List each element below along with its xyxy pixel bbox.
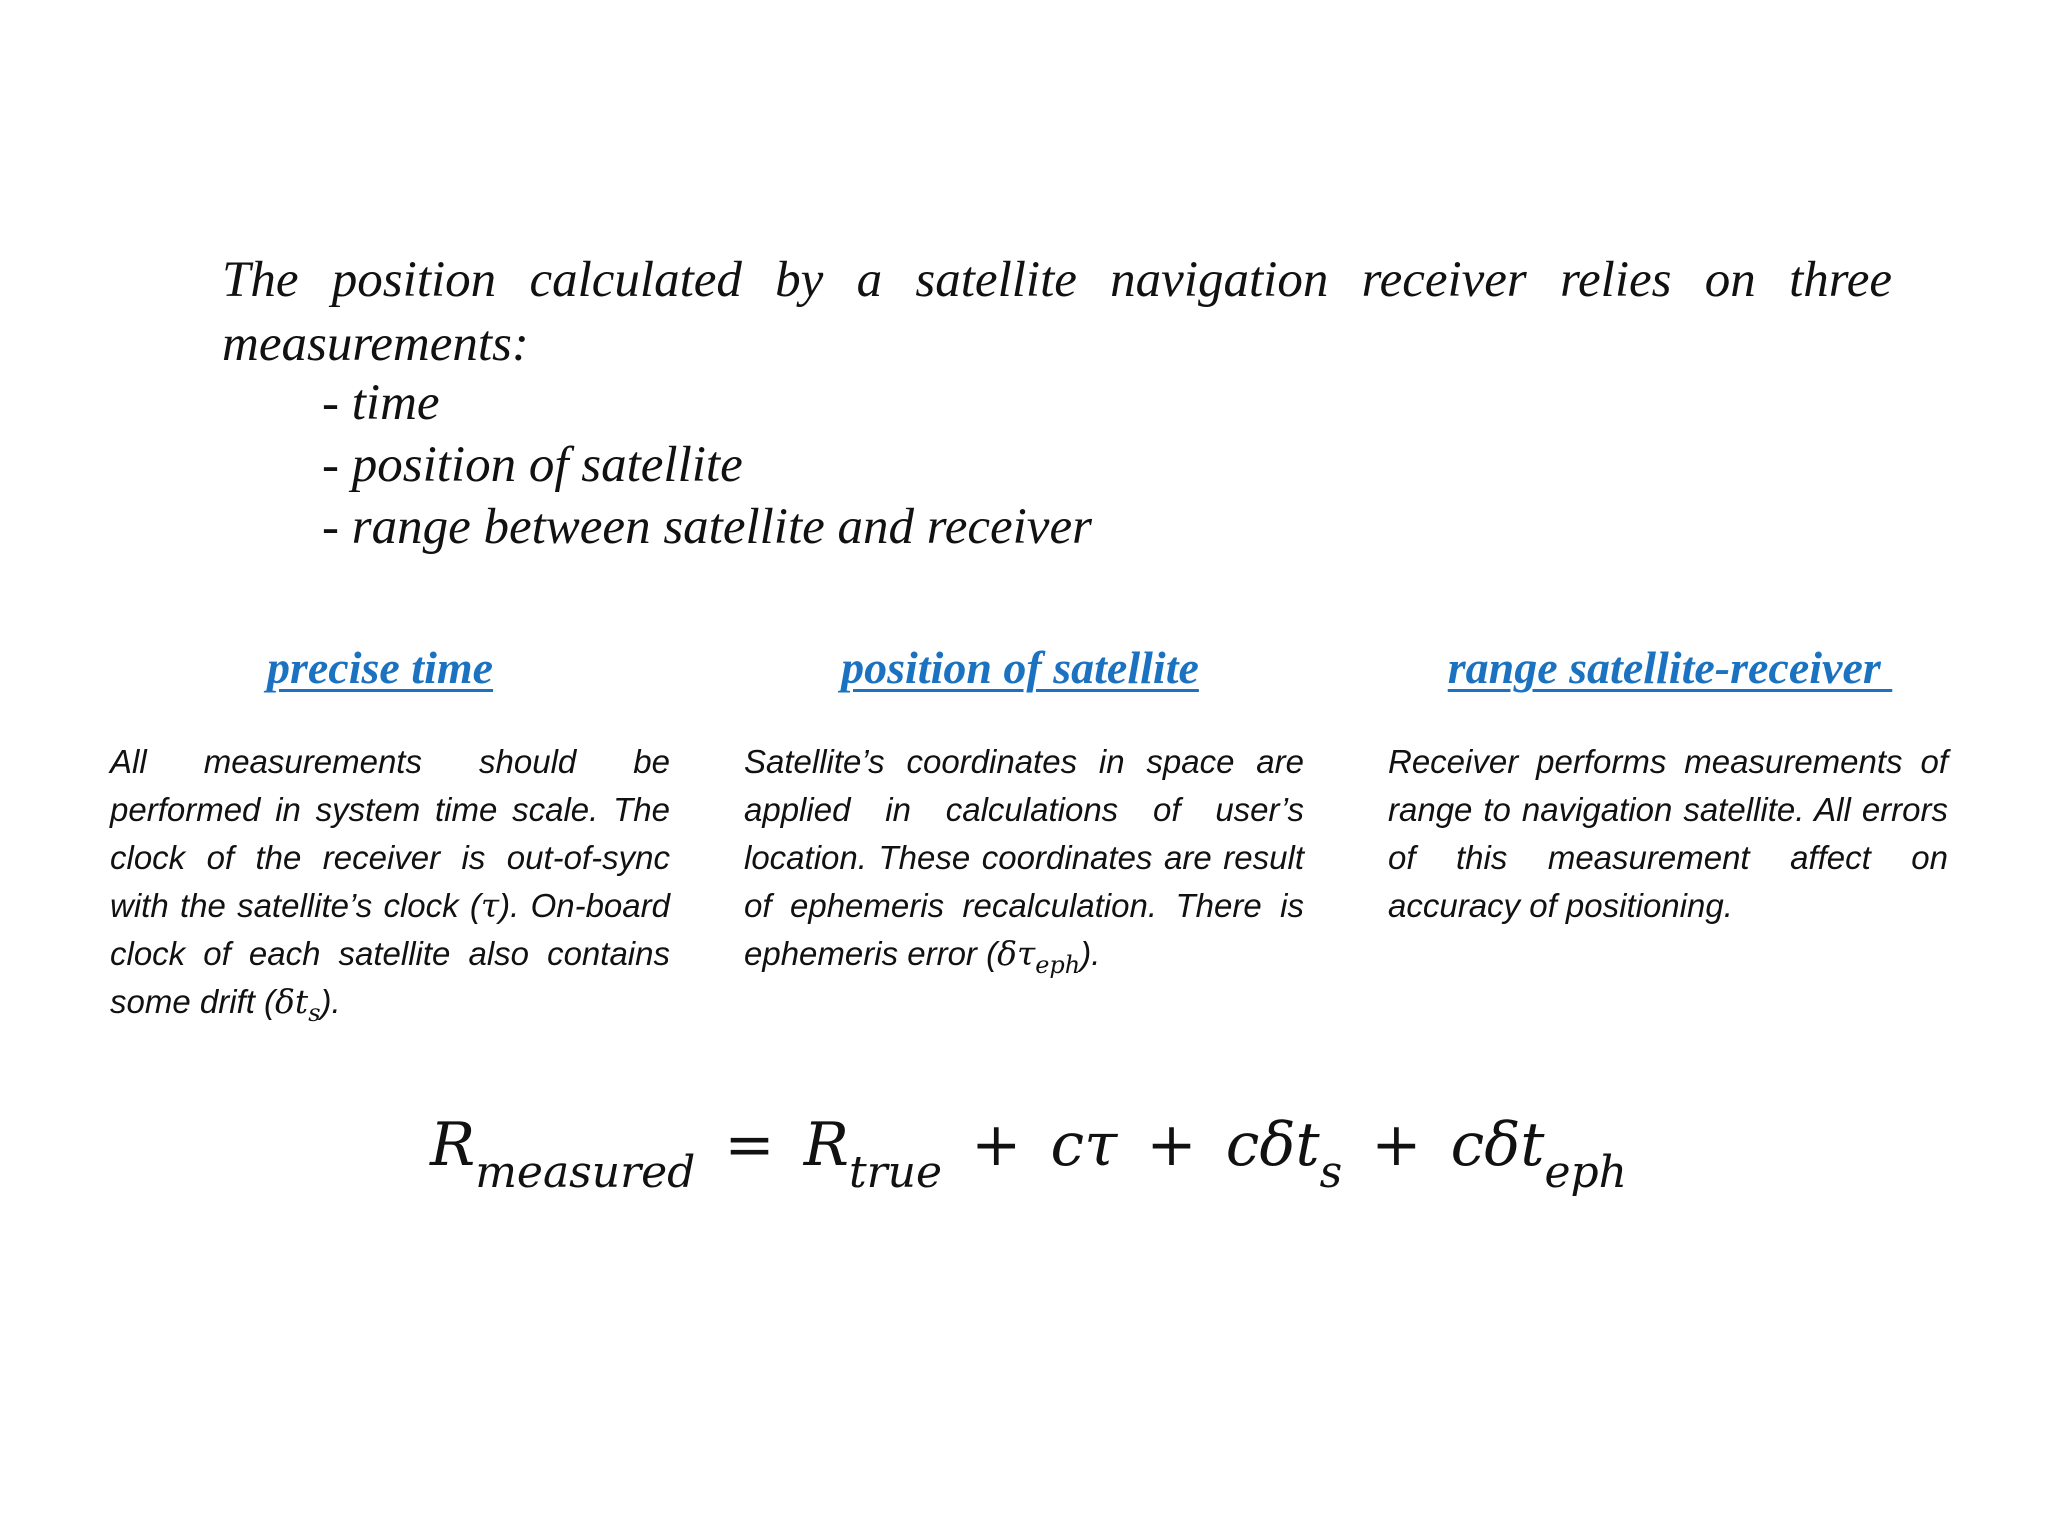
range-equation <box>430 1100 1700 1210</box>
bullet-text: position of satellite <box>351 437 743 493</box>
eq-s-subscript: s <box>1319 1147 1343 1198</box>
eq-measured-subscript: measured <box>475 1147 696 1198</box>
bullet-dash: - <box>322 375 352 431</box>
list-item <box>322 434 1092 496</box>
text-segment: ). On-board clock of each satellite also contains some drift ( <box>110 887 670 1020</box>
text-segment: ). <box>1080 935 1101 972</box>
eq-plus: + <box>1371 1110 1422 1180</box>
intro-paragraph: The position calculated by a satellite navigation receiver relies on three measurements: <box>222 252 1892 372</box>
text-segment: All measurements should be performed in system time scale. The clock of the receiver is out-of-sync with the satellite’s clock ( <box>110 743 670 924</box>
drift-symbol: δt <box>275 982 309 1021</box>
position-of-satellite-text <box>744 738 1304 989</box>
bullet-text: time <box>351 375 440 431</box>
list-item <box>322 496 1092 558</box>
text-segment: ). <box>320 983 341 1020</box>
bullet-dash: - <box>322 499 352 555</box>
precise-time-text <box>110 738 670 1037</box>
eq-r-true: R <box>803 1110 849 1180</box>
eq-term-ctau: cτ <box>1050 1110 1118 1180</box>
clock-offset-symbol: τ <box>480 886 500 925</box>
eq-term-cdteph: cδt <box>1450 1110 1545 1180</box>
heading-range-satellite-receiver[interactable]: range satellite-receiver <box>1447 642 1893 693</box>
heading-precise-time[interactable]: precise time <box>266 642 494 693</box>
eq-plus: + <box>1146 1110 1197 1180</box>
eq-plus: + <box>971 1110 1022 1180</box>
list-item <box>322 372 1092 434</box>
eq-true-subscript: true <box>848 1147 943 1198</box>
eq-equals: = <box>724 1110 775 1180</box>
measurement-list <box>322 372 1092 558</box>
drift-subscript: s <box>308 999 321 1027</box>
bullet-dash: - <box>322 437 352 493</box>
heading-position-of-satellite[interactable]: position of satellite <box>841 642 1199 693</box>
eq-term-cdts: cδt <box>1225 1110 1320 1180</box>
text-segment: Satellite’s coordinates in space are applied in calculations of user’s location. These coordinates are result of ephemeris recalculation. There is ephemeris error ( <box>744 743 1304 972</box>
range-satellite-receiver-text: Receiver performs measurements of range to navigation satellite. All errors of this measurement affect on accuracy of positioning. <box>1388 743 1948 924</box>
ephemeris-error-subscript: eph <box>1035 951 1081 979</box>
eq-eph-subscript: eph <box>1544 1147 1627 1198</box>
eq-r-measured: R <box>430 1110 476 1180</box>
ephemeris-error-symbol: δτ <box>997 934 1036 973</box>
bullet-text: range between satellite and receiver <box>351 499 1092 555</box>
